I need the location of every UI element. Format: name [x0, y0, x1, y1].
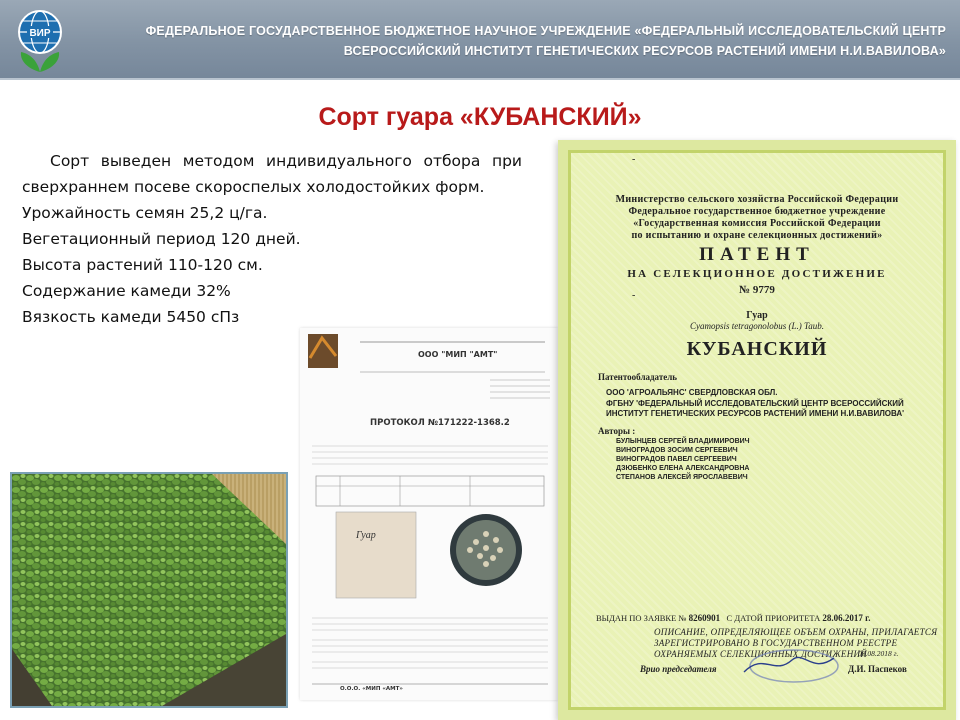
patent-desc-line: ОПИСАНИЕ, ОПРЕДЕЛЯЮЩЕЕ ОБЪЕМ ОХРАНЫ, ПРИЛАГАЕТСЯ: [654, 627, 938, 637]
fact-gum-viscosity: Вязкость камеди 5450 сПз: [22, 308, 240, 326]
chair-label: Врио председателя: [640, 664, 717, 674]
svg-text:Гуар: Гуар: [356, 530, 376, 541]
patent-variety-name: КУБАНСКИЙ: [686, 338, 828, 360]
slide-title: Сорт гуара «КУБАНСКИЙ»: [318, 103, 642, 131]
patent-number: № 9779: [739, 284, 775, 296]
holder-line: ИНСТИТУТ ГЕНЕТИЧЕСКИХ РЕСУРСОВ РАСТЕНИЙ ИМЕНИ Н.И.ВАВИЛОВА': [606, 409, 905, 418]
author-name: БУЛЫНЦЕВ СЕРГЕЙ ВЛАДИМИРОВИЧ: [616, 438, 750, 445]
fact-yield: Урожайность семян 25,2 ц/га.: [22, 204, 268, 222]
patent-subheading: НА СЕЛЕКЦИОННОЕ ДОСТИЖЕНИЕ: [627, 268, 887, 280]
protocol-document: [300, 328, 558, 700]
protocol-number: ПРОТОКОЛ №171222-1368.2: [370, 418, 510, 428]
intro-paragraph: Сорт выведен методом индивидуального отбора при сверхраннем посеве скороспелых холодостойких форм.: [22, 152, 522, 196]
fact-gum-content: Содержание камеди 32%: [22, 282, 231, 300]
fact-height: Высота растений 110-120 см.: [22, 256, 263, 274]
header-line-2: ВСЕРОССИЙСКИЙ ИНСТИТУТ ГЕНЕТИЧЕСКИХ РЕСУРСОВ РАСТЕНИЙ ИМЕНИ Н.И.ВАВИЛОВА»: [343, 44, 946, 58]
protocol-company: ООО "МИП "АМТ": [418, 350, 498, 359]
patent-certificate: Министерство сельского хозяйства Российской Федерации Федеральное государственное бюджетное учреждение «Государственная комиссия Российской Федерации по испытанию и охране селекционных достижений» ПАТЕНТ НА СЕЛЕКЦИОННОЕ ДОСТИЖЕНИЕ № 9779 Гуар Cyamopsis tetragonolobus (L.) Taub. КУБАНСКИЙ Патентообладатель ООО 'АГРОАЛЬЯНС' СВЕРДЛОВСКАЯ ОБЛ. ФГБНУ 'ФЕДЕРАЛЬНЫЙ ИССЛЕДОВАТЕЛЬСКИЙ ЦЕНТР ВСЕРОССИЙСКИЙ ИНСТИТУТ ГЕНЕТИЧЕСКИХ РЕСУРСОВ РАСТЕНИЙ ИМЕНИ Н.И.ВАВИЛОВА' Авторы : БУЛЫНЦЕВ СЕРГЕЙ ВЛАДИМИРОВИЧ ВИНОГРАДОВ ЗОСИМ СЕРГЕЕВИЧ ВИНОГРАДОВ ПАВЕЛ СЕРГЕЕВИЧ ДЗЮБЕНКО ЕЛЕНА АЛЕКСАНДРОВНА СТЕПАНОВ АЛЕКСЕЙ ЯРОСЛАВЕВИЧ - - ВЫДАН ПО ЗАЯВКЕ № 8260901 С ДАТОЙ ПРИОРИТЕТА 28.06.2017 г. ОПИСАНИЕ, ОПРЕДЕЛЯЮЩЕЕ ОБЪЕМ ОХРАНЫ, ПРИЛАГАЕТСЯ ЗАРЕГИСТРИРОВАНО В ГОСУДАРСТВЕННОМ РЕЕСТРЕ ОХРАНЯЕМЫХ СЕЛЕКЦИОННЫХ ДОСТИЖЕНИЙ 06.08.2018 г. Врио председателя Д.И. Паспеков: [558, 140, 956, 720]
logo-text: ВИР: [29, 28, 51, 39]
holder-label: Патентообладатель: [598, 372, 678, 382]
patent-issued: ВЫДАН ПО ЗАЯВКЕ № 8260901 С ДАТОЙ ПРИОРИТЕТА 28.06.2017 г.: [596, 613, 871, 623]
holder-line: ООО 'АГРОАЛЬЯНС' СВЕРДЛОВСКАЯ ОБЛ.: [606, 388, 778, 397]
plants-image: [12, 474, 286, 706]
header-line-1: ФЕДЕРАЛЬНОЕ ГОСУДАРСТВЕННОЕ БЮДЖЕТНОЕ НАУЧНОЕ УЧРЕЖДЕНИЕ «ФЕДЕРАЛЬНЫЙ ИССЛЕДОВАТЕЛЬСКИЙ ЦЕНТР: [145, 24, 946, 38]
signature-stamp: [734, 646, 844, 686]
signer-name: Д.И. Паспеков: [848, 664, 907, 674]
author-name: ВИНОГРАДОВ ЗОСИМ СЕРГЕЕВИЧ: [616, 447, 738, 454]
guar-field-photo: [10, 472, 288, 708]
vir-logo-icon: [12, 8, 68, 74]
patent-heading: ПАТЕНТ: [699, 244, 815, 265]
header-banner: [0, 0, 960, 80]
patent-desc-line: ОХРАНЯЕМЫХ СЕЛЕКЦИОННЫХ ДОСТИЖЕНИЙ: [654, 649, 868, 659]
author-name: ДЗЮБЕНКО ЕЛЕНА АЛЕКСАНДРОВНА: [616, 465, 750, 472]
holder-line: ФГБНУ 'ФЕДЕРАЛЬНЫЙ ИССЛЕДОВАТЕЛЬСКИЙ ЦЕНТР ВСЕРОССИЙСКИЙ: [606, 399, 904, 408]
patent-ministry: Министерство сельского хозяйства Российской Федерации Федеральное государственное бюджетное учреждение «Государственная комиссия Российской Федерации по испытанию и охране селекционных достижений»: [615, 194, 899, 241]
registered-date: 06.08.2018 г.: [858, 649, 899, 658]
author-name: СТЕПАНОВ АЛЕКСЕЙ ЯРОСЛАВЕВИЧ: [616, 474, 748, 481]
authors-label: Авторы :: [598, 426, 636, 436]
fact-vegetation: Вегетационный период 120 дней.: [22, 230, 301, 248]
patent-crop: Гуар: [746, 310, 768, 321]
variety-description: [22, 148, 522, 330]
application-number: 8260901: [688, 613, 721, 623]
priority-date: 28.06.2017 г.: [822, 613, 871, 623]
patent-desc-line: ЗАРЕГИСТРИРОВАНО В ГОСУДАРСТВЕННОМ РЕЕСТРЕ: [654, 638, 898, 648]
protocol-graphics: [300, 328, 558, 700]
author-name: ВИНОГРАДОВ ПАВЕЛ СЕРГЕЕВИЧ: [616, 456, 737, 463]
patent-latin-name: Cyamopsis tetragonolobus (L.) Taub.: [690, 321, 824, 331]
protocol-footer-company: О.О.О. «МИП «АМТ»: [340, 686, 403, 692]
